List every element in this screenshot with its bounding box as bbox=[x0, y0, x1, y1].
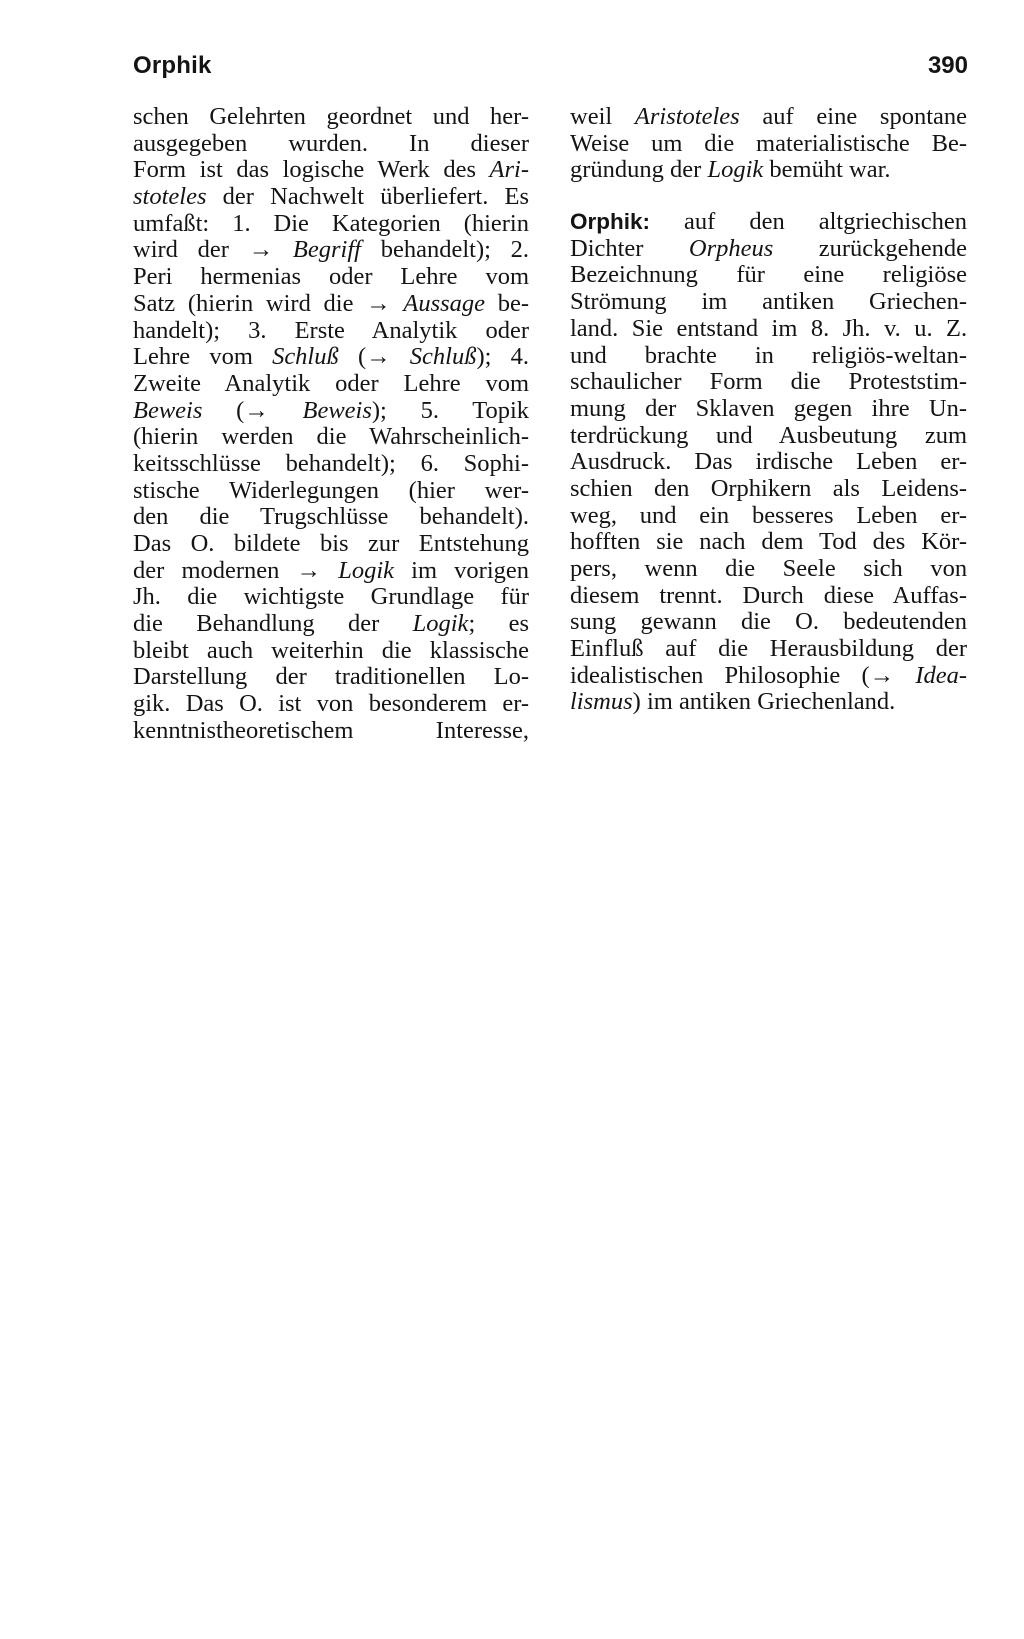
left-column-line: gik. Das O. ist von besonderem er- bbox=[133, 690, 530, 718]
left-column-line: stoteles der Nachwelt überliefert. Es bbox=[133, 183, 530, 211]
left-column-line: Beweis (→ Beweis); 5. Topik bbox=[133, 396, 530, 424]
right-column-line: weg, und ein besseres Leben er- bbox=[570, 501, 968, 529]
right-column-line: Weise um die materialistische Be- bbox=[570, 129, 968, 157]
page-number: 390 bbox=[927, 52, 968, 79]
left-column-line: (hierin werden die Wahrscheinlich- bbox=[133, 423, 529, 451]
left-column-line: umfaßt: 1. Die Kategorien (hierin bbox=[133, 209, 529, 237]
right-column-line: Ausdruck. Das irdische Leben er- bbox=[570, 448, 968, 476]
left-column-line: stische Widerlegungen (hier wer- bbox=[133, 476, 530, 504]
right-column bbox=[570, 104, 967, 716]
right-column-line: Einfluß auf die Herausbildung der bbox=[570, 635, 968, 663]
right-column-line: schaulicher Form die Proteststim- bbox=[570, 368, 968, 396]
entry-first-line-text: auf den altgriechischen bbox=[684, 208, 968, 236]
left-column-line: Form ist das logische Werk des Ari- bbox=[133, 156, 530, 184]
left-column-line: die Behandlung der Logik; es bbox=[133, 610, 529, 638]
left-column-line: Peri hermenias oder Lehre vom bbox=[133, 263, 530, 291]
left-column-line: kenntnistheoretischem Interesse, bbox=[133, 716, 529, 744]
left-column-line: der modernen → Logik im vorigen bbox=[133, 556, 529, 584]
right-column-line: weil Aristoteles auf eine spontane bbox=[570, 103, 967, 130]
left-column-line: Jh. die wichtigste Grundlage für bbox=[133, 583, 530, 611]
right-column-line: und brachte in religiös-weltan- bbox=[570, 341, 968, 369]
left-column-line: keitsschlüsse behandelt); 6. Sophi- bbox=[133, 449, 530, 477]
right-column-line: land. Sie entstand im 8. Jh. v. u. Z. bbox=[570, 314, 968, 342]
left-column-line: Zweite Analytik oder Lehre vom bbox=[133, 369, 530, 397]
left-column-line: Das O. bildete bis zur Entstehung bbox=[133, 530, 530, 557]
entry-headword: Orphik: bbox=[570, 209, 651, 235]
left-column-line: handelt); 3. Erste Analytik oder bbox=[133, 316, 529, 344]
right-column-line: pers, wenn die Seele sich von bbox=[570, 555, 968, 582]
right-column-line: diesem trennt. Durch diese Auffas- bbox=[570, 581, 967, 609]
left-column-line: bleibt auch weiterhin die klassische bbox=[133, 636, 530, 664]
left-column-line: schen Gelehrten geordnet und her- bbox=[133, 103, 529, 130]
right-column-line: hofften sie nach dem Tod des Kör- bbox=[570, 528, 967, 556]
running-head: Orphik bbox=[133, 52, 212, 79]
right-column-line: Bezeichnung für eine religiöse bbox=[570, 261, 968, 289]
entry-gap bbox=[570, 184, 967, 209]
right-column-line: schien den Orphikern als Leidens- bbox=[570, 474, 968, 502]
right-column-line: Dichter Orpheus zurückgehende bbox=[570, 234, 968, 262]
right-column-line: lismus) im antiken Griechenland. bbox=[570, 688, 896, 716]
left-column-line: ausgegeben wurden. In dieser bbox=[133, 129, 530, 157]
right-column-line: idealistischen Philosophie (→ Idea- bbox=[570, 661, 968, 689]
left-column-line: Darstellung der traditionellen Lo- bbox=[133, 663, 530, 691]
entry-first-line bbox=[570, 209, 967, 236]
left-column-line: Satz (hierin wird die → Aussage be- bbox=[133, 289, 530, 317]
right-column-line: terdrückung und Ausbeutung zum bbox=[570, 421, 968, 449]
right-column-line: mung der Sklaven gegen ihre Un- bbox=[570, 394, 967, 422]
right-column-line: sung gewann die O. bedeutenden bbox=[570, 608, 968, 636]
right-column-line: Strömung im antiken Griechen- bbox=[570, 288, 967, 316]
left-column-line: den die Trugschlüsse behandelt). bbox=[133, 503, 530, 531]
left-column bbox=[133, 104, 529, 745]
left-column-line: Lehre vom Schluß (→ Schluß); 4. bbox=[133, 343, 530, 371]
right-column-line: gründung der Logik bemüht war. bbox=[570, 156, 891, 184]
left-column-line: wird der → Begriff behandelt); 2. bbox=[133, 236, 530, 264]
